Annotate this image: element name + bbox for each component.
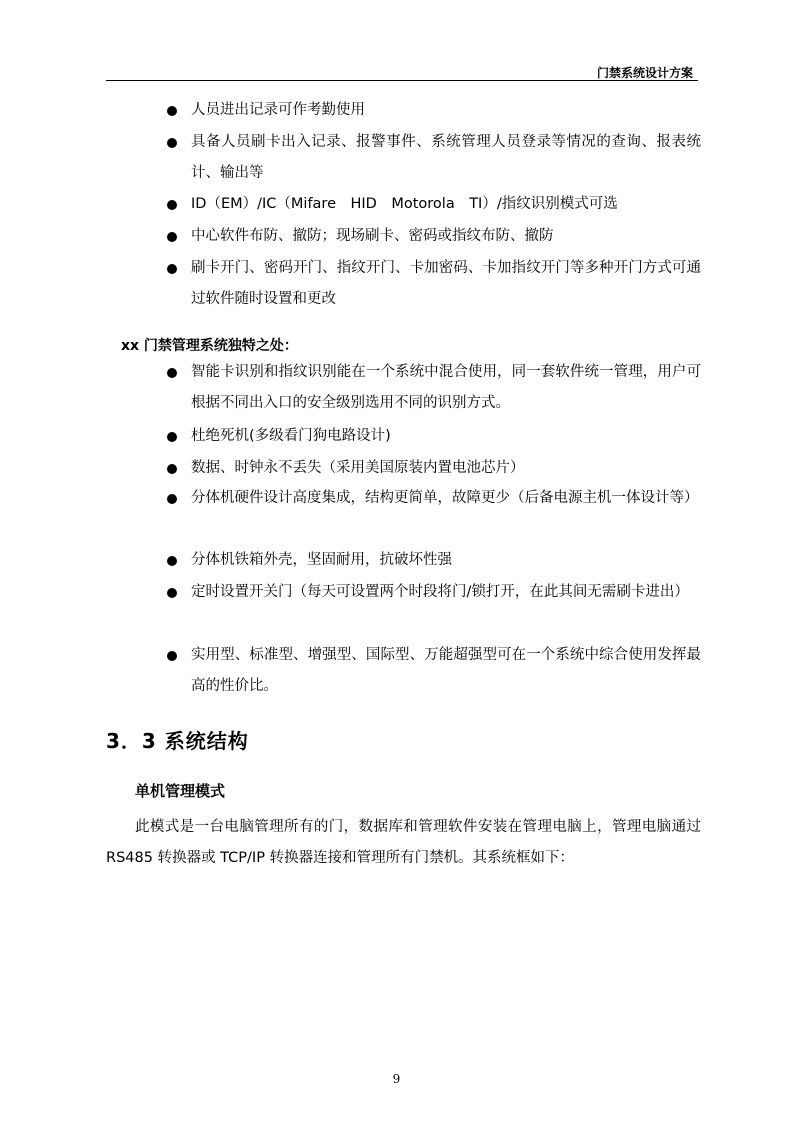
bullet-icon bbox=[167, 106, 177, 116]
list-item: 智能卡识别和指纹识别能在一个系统中混合使用，同一套软件统一管理，用户可根据不同出入口的安全级别选用不同的识别方式。 bbox=[191, 364, 701, 411]
header-rule bbox=[106, 80, 698, 81]
list-item: 实用型、标准型、增强型、国际型、万能超强型可在一个系统中综合使用发挥最高的性价比。 bbox=[191, 647, 701, 694]
list-item: 杜绝死机(多级看门狗电路设计) bbox=[191, 428, 391, 444]
bullet-icon bbox=[167, 588, 177, 598]
header-title: 门禁系统设计方案 bbox=[596, 66, 693, 80]
bullet-icon bbox=[167, 264, 177, 274]
bullet-icon bbox=[167, 368, 177, 378]
list-item: 具备人员刷卡出入记录、报警事件、系统管理人员登录等情况的查询、报表统计、输出等 bbox=[191, 134, 701, 181]
section-heading: 3．3 系统结构 bbox=[106, 729, 249, 753]
bullet-icon bbox=[167, 464, 177, 474]
bullet-icon bbox=[167, 200, 177, 210]
bullet-icon bbox=[167, 432, 177, 442]
list-item: 中心软件布防、撤防；现场刷卡、密码或指纹布防、撤防 bbox=[191, 228, 554, 244]
list-item: 定时设置开关门（每天可设置两个时段将门/锁打开，在此其间无需刷卡进出） bbox=[191, 584, 689, 600]
list-item: 人员进出记录可作考勤使用 bbox=[191, 102, 365, 118]
mode-heading: 单机管理模式 bbox=[135, 782, 226, 800]
bullet-icon bbox=[167, 556, 177, 566]
list-item: 数据、时钟永不丢失（采用美国原装内置电池芯片） bbox=[191, 460, 525, 476]
list-item: 分体机铁箱外壳，坚固耐用，抗破坏性强 bbox=[191, 552, 452, 568]
list-item: 分体机硬件设计高度集成，结构更简单，故障更少（后备电源主机一体设计等） bbox=[191, 490, 699, 506]
bullet-icon bbox=[167, 232, 177, 242]
list-item: 刷卡开门、密码开门、指纹开门、卡加密码、卡加指纹开门等多种开门方式可通过软件随时设置和更改 bbox=[191, 260, 701, 307]
list-item: ID（EM）/IC（Mifare HID Motorola TI）/指纹识别模式可选 bbox=[191, 196, 618, 212]
page-number: 9 bbox=[392, 1072, 401, 1086]
body-paragraph: 此模式是一台电脑管理所有的门，数据库和管理软件安装在管理电脑上，管理电脑通过 RS485 转换器或 TCP/IP 转换器连接和管理所有门禁机。其系统框如下： bbox=[106, 819, 701, 866]
bullet-icon bbox=[167, 494, 177, 504]
bullet-icon bbox=[167, 651, 177, 661]
subheading: xx 门禁管理系统独特之处： bbox=[121, 338, 298, 354]
bullet-icon bbox=[167, 138, 177, 148]
